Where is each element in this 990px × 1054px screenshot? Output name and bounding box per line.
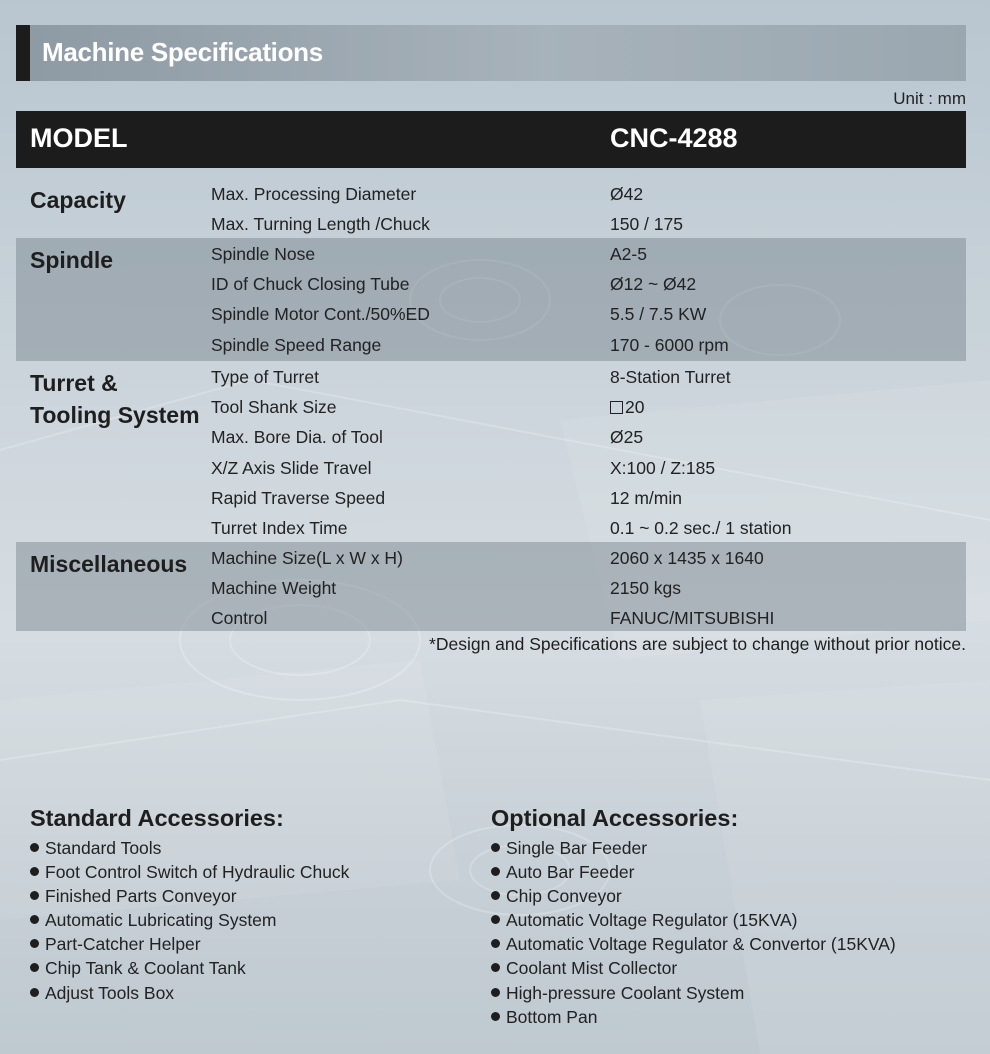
spec-table: [16, 178, 966, 631]
standard-accessories: [30, 805, 349, 1005]
spec-row: [16, 421, 966, 451]
bullet-icon: [30, 843, 39, 852]
spec-value-text: 20: [625, 397, 645, 418]
list-item-text: Finished Parts Conveyor: [45, 886, 237, 907]
section-miscellaneous: [16, 542, 966, 631]
spec-row: [16, 298, 966, 328]
bullet-icon: [491, 843, 500, 852]
list-item: [491, 884, 896, 908]
list-item: [30, 956, 349, 980]
list-item-text: Chip Conveyor: [506, 886, 622, 907]
bullet-icon: [30, 867, 39, 876]
bullet-icon: [30, 963, 39, 972]
list-item-text: Chip Tank & Coolant Tank: [45, 958, 246, 979]
list-item: [491, 908, 896, 932]
list-item-text: Foot Control Switch of Hydraulic Chuck: [45, 862, 350, 883]
list-item-text: Standard Tools: [45, 838, 162, 858]
spec-value-tool-shank: [610, 397, 644, 418]
standard-accessories-list: [30, 836, 349, 1005]
standard-accessories-heading: Standard Accessories:: [30, 805, 284, 831]
spec-name: Spindle Motor Cont./50%ED: [211, 304, 430, 325]
spec-value: Ø42: [610, 184, 644, 204]
spec-row: [16, 268, 966, 298]
spec-row: [16, 512, 966, 542]
spec-name: Turret Index Time: [211, 517, 348, 538]
spec-name: Max. Processing Diameter: [211, 184, 417, 204]
bullet-icon: [491, 915, 500, 924]
spec-name: Spindle Speed Range: [211, 334, 382, 355]
list-item-text: Auto Bar Feeder: [506, 862, 635, 883]
spec-value: 5.5 / 7.5 KW: [610, 304, 707, 325]
bullet-icon: [491, 963, 500, 972]
list-item: [491, 956, 896, 980]
spec-row: [16, 208, 966, 238]
list-item-text: Automatic Voltage Regulator (15KVA): [506, 910, 798, 931]
model-label: MODEL: [30, 123, 128, 153]
optional-accessories: [491, 805, 896, 1029]
list-item: [491, 981, 896, 1005]
spec-row: [16, 391, 966, 421]
spec-row: [16, 361, 966, 391]
spec-name: ID of Chuck Closing Tube: [211, 274, 410, 295]
list-item-text: Adjust Tools Box: [45, 982, 175, 1003]
list-item: [491, 932, 896, 956]
spec-name: Control: [211, 608, 268, 629]
bullet-icon: [30, 988, 39, 997]
spec-value: 0.1 ~ 0.2 sec./ 1 station: [610, 517, 792, 538]
list-item-text: Automatic Voltage Regulator & Convertor (15KVA): [506, 934, 896, 955]
list-item: [30, 981, 349, 1005]
bullet-icon: [30, 915, 39, 924]
spec-name: Machine Weight: [211, 578, 337, 599]
spec-row: [16, 602, 966, 632]
section-label-capacity: Capacity: [30, 187, 126, 213]
spec-name: Machine Size(L x W x H): [211, 548, 403, 568]
spec-row: [16, 542, 966, 572]
spec-row: [16, 482, 966, 512]
page-title: Machine Specifications: [42, 37, 323, 67]
spec-name: X/Z Axis Slide Travel: [211, 457, 372, 478]
spec-value: X:100 / Z:185: [610, 457, 716, 478]
bullet-icon: [491, 939, 500, 948]
spec-value: 8-Station Turret: [610, 367, 731, 387]
list-item-text: Part-Catcher Helper: [45, 934, 201, 955]
list-item-text: High-pressure Coolant System: [506, 982, 745, 1003]
spec-value: Ø12 ~ Ø42: [610, 274, 697, 295]
title-bar: [16, 25, 966, 81]
unit-note: Unit : mm: [893, 89, 966, 108]
list-item: [491, 1005, 896, 1029]
spec-value: 170 - 6000 rpm: [610, 334, 729, 355]
square-shank-icon: [610, 401, 623, 414]
list-item-text: Coolant Mist Collector: [506, 958, 678, 979]
section-spindle: [16, 238, 966, 361]
optional-accessories-list: [491, 836, 896, 1029]
bullet-icon: [491, 988, 500, 997]
list-item-text: Single Bar Feeder: [506, 838, 648, 858]
spec-row: [16, 178, 966, 208]
list-item: [30, 860, 349, 884]
section-label-line: Turret &: [30, 370, 118, 396]
spec-name: Rapid Traverse Speed: [211, 487, 386, 508]
model-header-bar: [16, 111, 966, 168]
spec-value: 2060 x 1435 x 1640: [610, 548, 764, 568]
spec-value: Ø25: [610, 427, 644, 448]
section-label-miscellaneous: Miscellaneous: [30, 551, 188, 577]
spec-value: 150 / 175: [610, 214, 683, 235]
bullet-icon: [30, 891, 39, 900]
list-item: [30, 908, 349, 932]
list-item: [30, 836, 349, 860]
spec-row: [16, 452, 966, 482]
bullet-icon: [491, 1012, 500, 1021]
bullet-icon: [491, 891, 500, 900]
optional-accessories-heading: Optional Accessories:: [491, 805, 739, 831]
spec-name: Max. Turning Length /Chuck: [211, 214, 430, 235]
list-item-text: Bottom Pan: [506, 1006, 598, 1027]
disclaimer-note: *Design and Specifications are subject to change without prior notice.: [429, 634, 966, 654]
spec-value: 12 m/min: [610, 487, 682, 508]
list-item: [491, 836, 896, 860]
bullet-icon: [30, 939, 39, 948]
list-item: [30, 884, 349, 908]
bullet-icon: [491, 867, 500, 876]
model-value: CNC-4288: [610, 123, 738, 153]
spec-value: 2150 kgs: [610, 578, 682, 599]
spec-value: FANUC/MITSUBISHI: [610, 608, 775, 629]
section-label-spindle: Spindle: [30, 247, 114, 273]
list-item: [491, 860, 896, 884]
spec-name: Max. Bore Dia. of Tool: [211, 427, 383, 448]
list-item: [30, 932, 349, 956]
list-item-text: Automatic Lubricating System: [45, 910, 277, 931]
section-label-line: Tooling System: [30, 402, 200, 428]
spec-name: Type of Turret: [211, 367, 319, 387]
spec-row: [16, 238, 966, 268]
spec-row: [16, 572, 966, 602]
section-capacity: [16, 178, 966, 238]
spec-name: Tool Shank Size: [211, 397, 337, 418]
spec-row: [16, 329, 966, 359]
spec-name: Spindle Nose: [211, 244, 316, 264]
spec-value: A2-5: [610, 244, 647, 264]
section-turret-tooling: [16, 361, 966, 542]
